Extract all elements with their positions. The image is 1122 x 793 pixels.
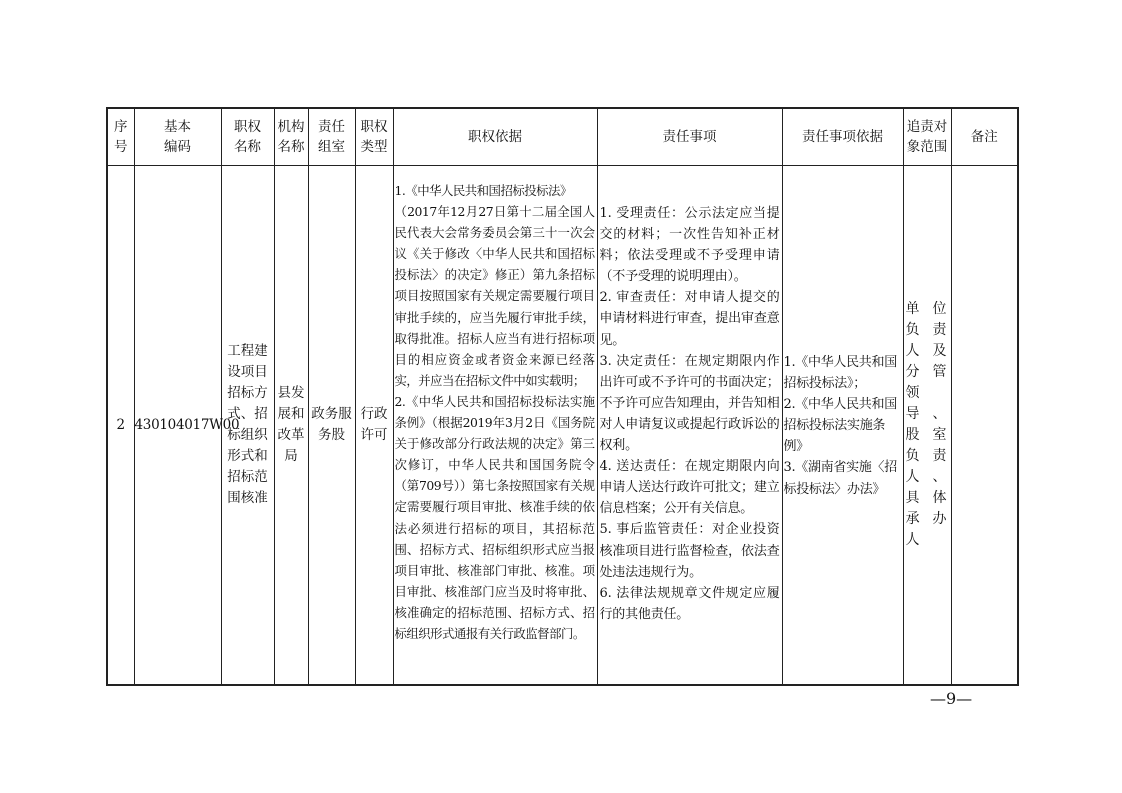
table-row [107, 166, 1018, 686]
cell-dept: 政务服务股 [308, 166, 355, 686]
cell-org: 县发展和改革局 [274, 166, 308, 686]
header-type: 职权类型 [355, 108, 393, 166]
header-basis: 职权依据 [393, 108, 597, 166]
cell-basis: 1.《中华人民共和国招标投标法》 （2017年12月27日第十二届全国人民代表大会常务委员会第三十一次会议《关于修改〈中华人民共和国招标投标法〉的决定》修正）第九条招标项目按照国家有关规定需要履行项目审批手续的，应当先履行审批手续，取得批准。招标人应当有进行招标项目的相应资金或者资金来源已经落实，并应当在招标文件中如实载明； 2.《中华人民共和国招标投标法实施条例》（根据2019年3月2日《国务院关于修改部分行政法规的决定》第三次修订，中华人民共和国国务院令（第709号））第七条按照国家有关规定需要履行项目审批、核准手续的依法必须进行招标的项目，其招标范围、招标方式、招标组织形式应当报项目审批、核准部门审批、核准。项目审批、核准部门应当及时将审批、核准确定的招标范围、招标方式、招标组织形式通报有关行政监督部门。 [393, 166, 597, 686]
header-org: 机构名称 [274, 108, 308, 166]
header-name: 职权名称 [221, 108, 274, 166]
cell-scope: 单位负责人及分管领导、股室负责人、具体承办人 [903, 166, 951, 686]
header-scope: 追责对象范围 [903, 108, 951, 166]
header-duty-basis: 责任事项依据 [782, 108, 903, 166]
authority-table [106, 107, 1019, 686]
cell-type: 行政许可 [355, 166, 393, 686]
header-duty: 责任事项 [597, 108, 782, 166]
header-code: 基本编码 [134, 108, 221, 166]
cell-duty-basis: 1.《中华人民共和国招标投标法》； 2.《中华人民共和国招标投标法实施条例》 3.《湖南省实施〈招标投标法〉办法》 [782, 166, 903, 686]
page-number: —9— [930, 689, 973, 708]
header-dept: 责任组室 [308, 108, 355, 166]
header-row [107, 108, 1018, 166]
cell-seq: 2 [107, 166, 134, 686]
cell-remark [951, 166, 1018, 686]
header-seq: 序号 [107, 108, 134, 166]
cell-code: 430104017W00 [134, 166, 221, 686]
cell-duty: 1. 受理责任：公示法定应当提交的材料；一次性告知补正材料；依法受理或不予受理申请（不予受理的说明理由）。 2. 审查责任：对申请人提交的申请材料进行审查，提出审查意见。 3. 决定责任：在规定期限内作出许可或不予许可的书面决定；不予许可应告知理由，并告知相对人申请复议或提起行政诉讼的权利。 4. 送达责任：在规定期限内向申请人送达行政许可批文；建立信息档案；公开有关信息。 5. 事后监管责任：对企业投资核准项目进行监督检查，依法查处违法违规行为。 6. 法律法规规章文件规定应履行的其他责任。 [597, 166, 782, 686]
cell-name: 工程建设项目招标方式、招标组织形式和招标范围核准 [221, 166, 274, 686]
header-remark: 备注 [951, 108, 1018, 166]
